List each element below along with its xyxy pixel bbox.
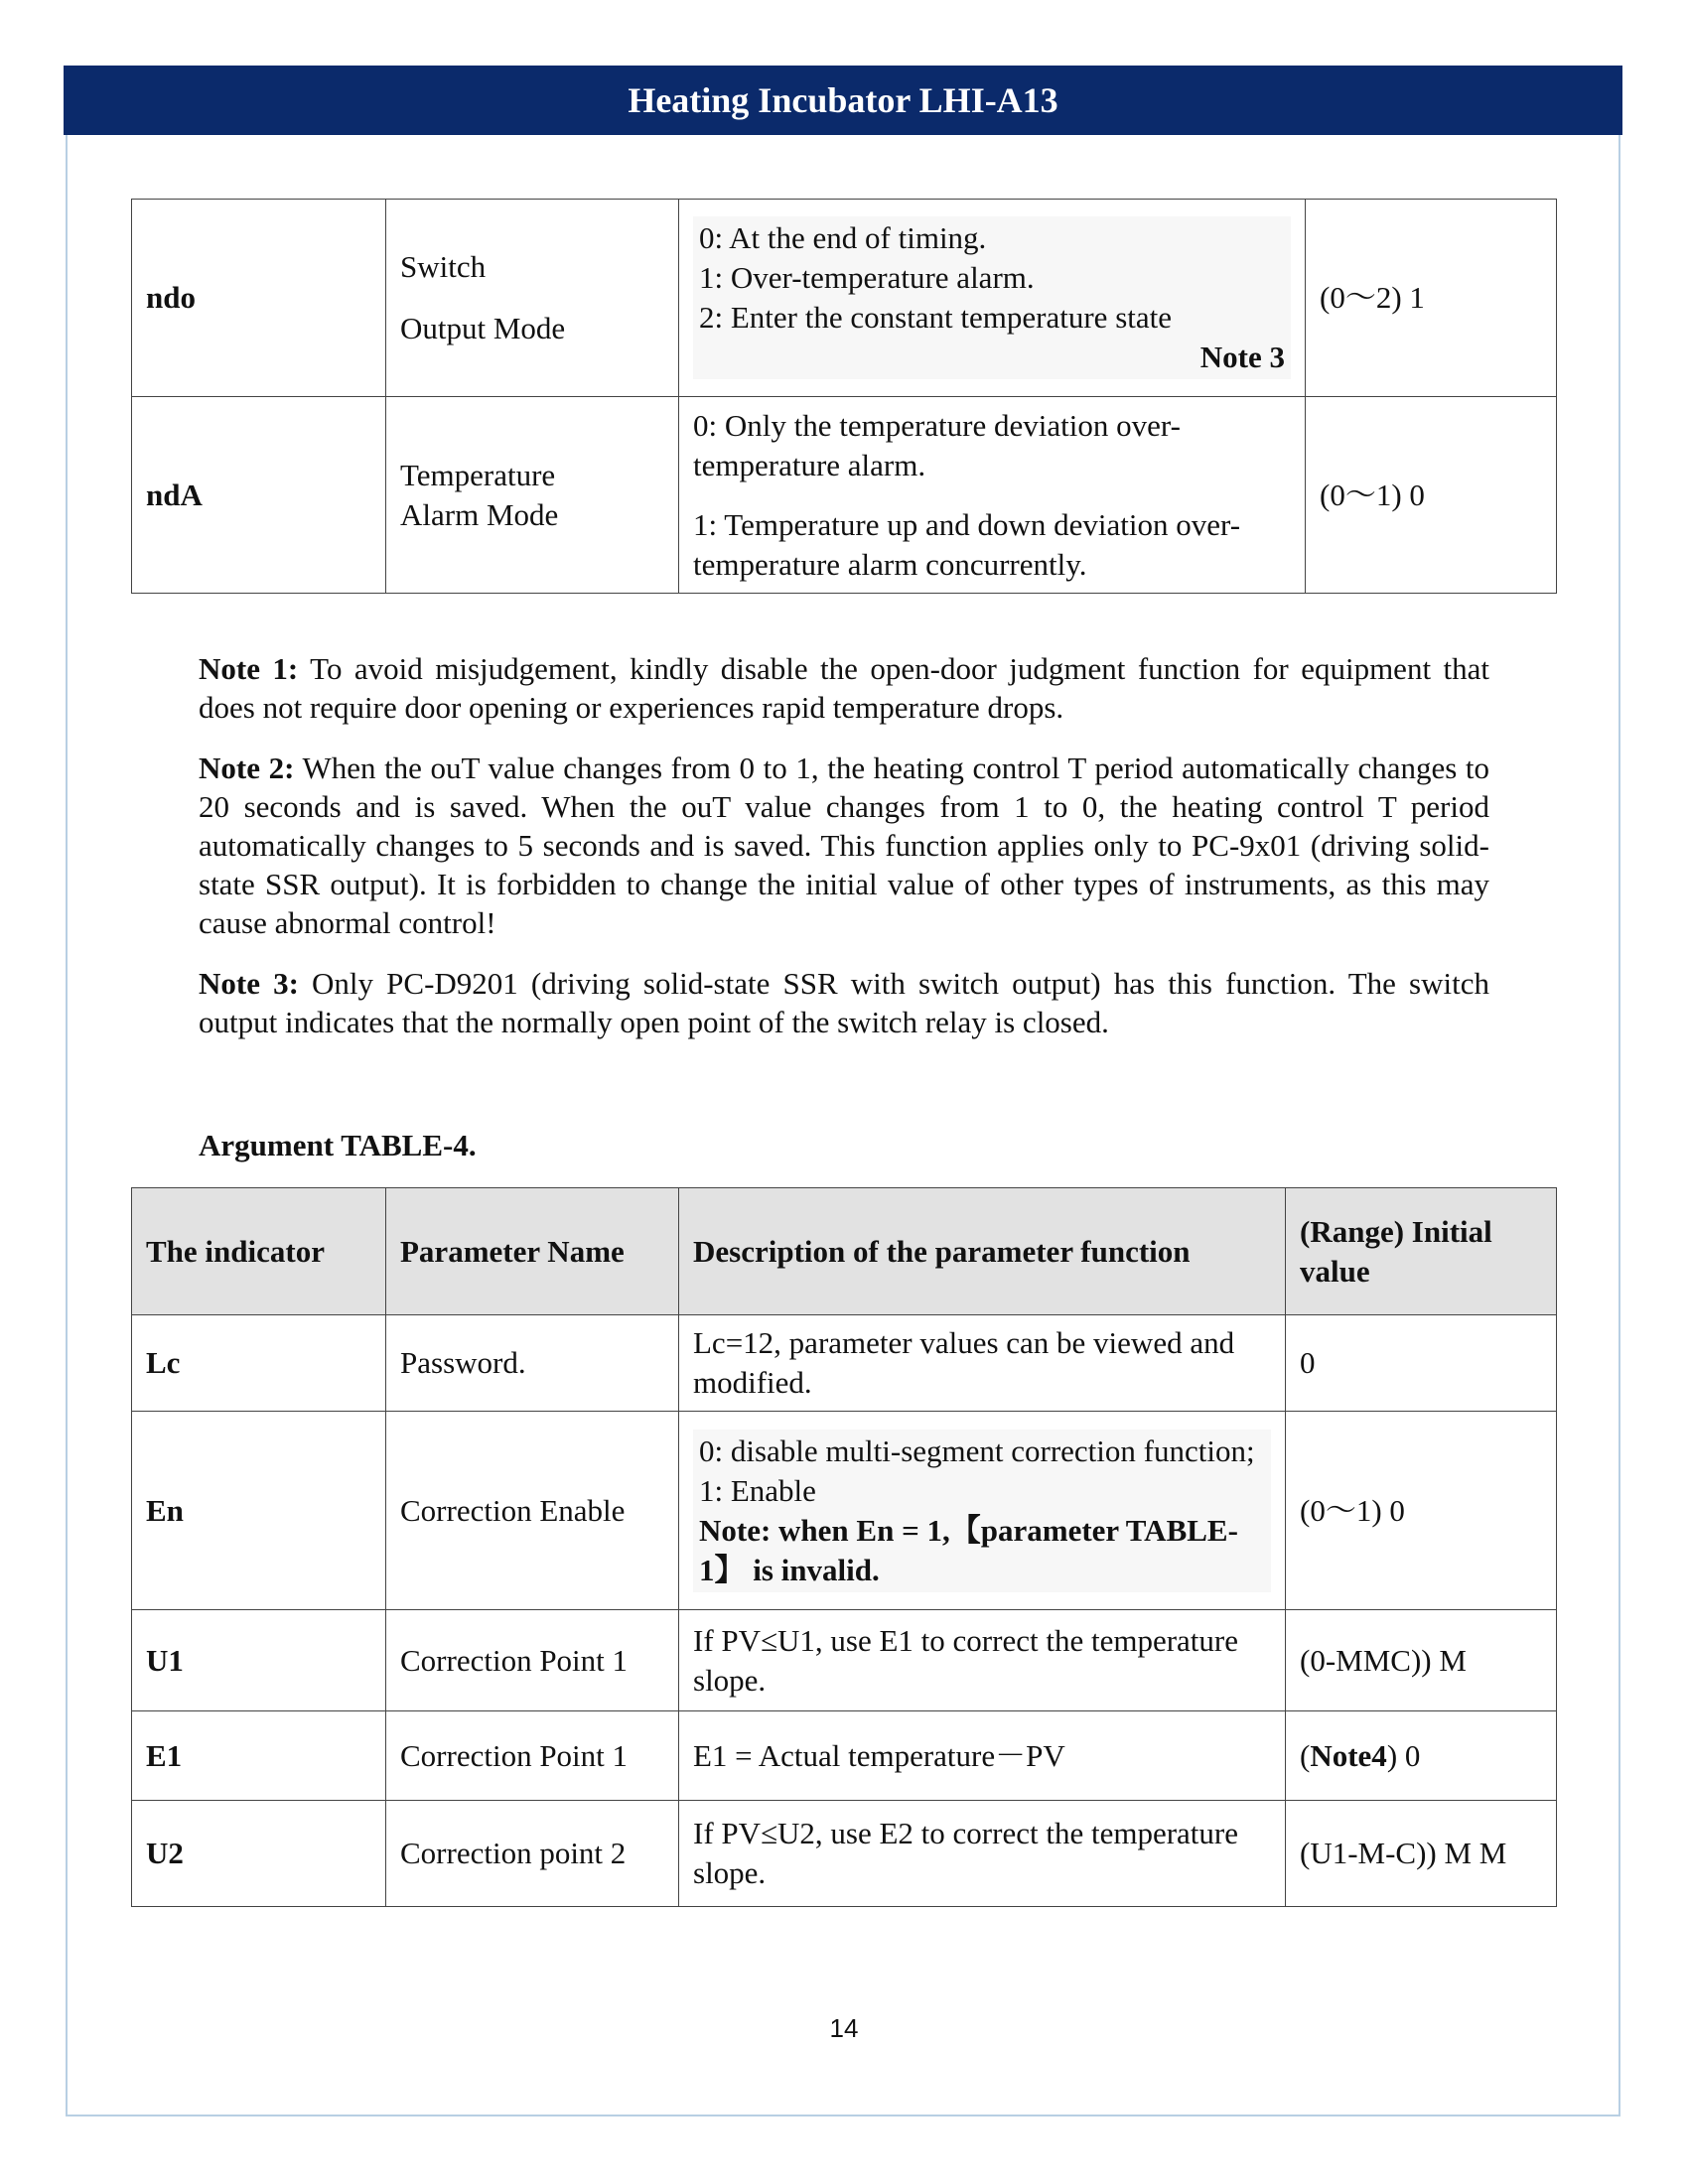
description-line: 0: At the end of timing. bbox=[699, 220, 987, 255]
parameter-name-cell: Correction point 2 bbox=[386, 1801, 679, 1907]
indicator-cell: E1 bbox=[132, 1711, 386, 1801]
range-cell: (U1-M-C)) M M bbox=[1286, 1801, 1557, 1907]
range-cell: (0～1) 0 bbox=[1286, 1412, 1557, 1610]
parameter-name-cell bbox=[386, 200, 679, 397]
document-title: Heating Incubator LHI-A13 bbox=[628, 80, 1058, 120]
column-header: Description of the parameter function bbox=[679, 1188, 1286, 1315]
description-cell: E1 = Actual temperature－PV bbox=[679, 1711, 1286, 1801]
description-cell: If PV≤U1, use E1 to correct the temperature slope. bbox=[679, 1610, 1286, 1711]
note-label: Note 1: bbox=[199, 651, 299, 686]
range-note-ref: Note4 bbox=[1310, 1737, 1387, 1773]
column-header: The indicator bbox=[132, 1188, 386, 1315]
description-note: Note: when En = 1,【parameter TABLE-1】 is invalid. bbox=[699, 1512, 1238, 1587]
indicator-cell: ndA bbox=[132, 397, 386, 594]
description-cell bbox=[679, 200, 1306, 397]
parameter-name-cell: Correction Point 1 bbox=[386, 1610, 679, 1711]
description-note-ref: Note 3 bbox=[1199, 340, 1285, 374]
parameter-name-cell: Correction Enable bbox=[386, 1412, 679, 1610]
table-row bbox=[132, 1610, 1557, 1711]
table-row bbox=[132, 1801, 1557, 1907]
range-cell: 0 bbox=[1286, 1315, 1557, 1412]
indicator-cell: U1 bbox=[132, 1610, 386, 1711]
parameter-name-line: Output Mode bbox=[400, 311, 566, 345]
indicator-cell: En bbox=[132, 1412, 386, 1610]
description-line: 2: Enter the constant temperature state bbox=[699, 300, 1173, 335]
note-paragraph bbox=[199, 964, 1489, 1041]
indicator-cell: U2 bbox=[132, 1801, 386, 1907]
note-text: Only PC-D9201 (driving solid-state SSR with switch output) has this function. The switch output indicates that the normally open point of the switch relay is closed. bbox=[199, 966, 1489, 1039]
table-row bbox=[132, 1315, 1557, 1412]
range-cell: (0-MMC)) M bbox=[1286, 1610, 1557, 1711]
page-number: 14 bbox=[829, 2013, 859, 2043]
description-box bbox=[693, 1430, 1271, 1592]
indicator-cell: Lc bbox=[132, 1315, 386, 1412]
table-row bbox=[132, 397, 1557, 594]
description-line: 1: Over-temperature alarm. bbox=[699, 260, 1035, 295]
argument-table-4 bbox=[131, 1187, 1557, 1907]
parameter-name-line: Temperature bbox=[400, 457, 556, 492]
description-line: 0: Only the temperature deviation over-temperature alarm. bbox=[693, 407, 1181, 482]
range-cell: (0～1) 0 bbox=[1306, 397, 1557, 594]
note-text: To avoid misjudgement, kindly disable the open-door judgment function for equipment that does not require door opening or experiences rapid temperature drops. bbox=[199, 651, 1490, 725]
note-label: Note 2: bbox=[199, 751, 295, 785]
column-header: (Range) Initial value bbox=[1286, 1188, 1557, 1315]
parameter-name-line: Alarm Mode bbox=[400, 496, 559, 532]
description-cell bbox=[679, 1412, 1286, 1610]
page-header bbox=[64, 66, 1622, 135]
parameter-name-line: Switch bbox=[400, 249, 487, 284]
table-row bbox=[132, 1412, 1557, 1610]
column-header: Parameter Name bbox=[386, 1188, 679, 1315]
table-row bbox=[132, 200, 1557, 397]
indicator-cell: ndo bbox=[132, 200, 386, 397]
note-paragraph bbox=[199, 749, 1489, 942]
table-header-row bbox=[132, 1188, 1557, 1315]
description-box bbox=[693, 216, 1291, 379]
range-close: ) 0 bbox=[1386, 1737, 1421, 1773]
notes-section bbox=[199, 649, 1489, 1063]
description-cell: Lc=12, parameter values can be viewed and modified. bbox=[679, 1315, 1286, 1412]
range-cell bbox=[1286, 1711, 1557, 1801]
description-line: 1: Temperature up and down deviation over-temperature alarm concurrently. bbox=[693, 506, 1241, 582]
description-cell: If PV≤U2, use E2 to correct the temperature slope. bbox=[679, 1801, 1286, 1907]
parameter-name-cell: Correction Point 1 bbox=[386, 1711, 679, 1801]
description-cell bbox=[679, 397, 1306, 594]
parameter-table-continued bbox=[131, 199, 1557, 594]
parameter-name-cell: Password. bbox=[386, 1315, 679, 1412]
table-row bbox=[132, 1711, 1557, 1801]
table-caption: Argument TABLE-4. bbox=[199, 1128, 477, 1162]
description-text: 0: disable multi-segment correction function; 1: Enable bbox=[699, 1433, 1255, 1508]
note-label: Note 3: bbox=[199, 966, 299, 1001]
parameter-name-cell bbox=[386, 397, 679, 594]
note-text: When the ouT value changes from 0 to 1, the heating control T period automatically changes to 20 seconds and is saved. When the ouT value changes from 1 to 0, the heating control T period automatically changes to 5 seconds and is saved. This function applies only to PC-9x01 (driving solid-state SSR output). It is forbidden to change the initial value of other types of instruments, as this may cause abnormal control! bbox=[199, 751, 1490, 940]
range-open: ( bbox=[1300, 1737, 1311, 1773]
range-cell: (0～2) 1 bbox=[1306, 200, 1557, 397]
note-paragraph bbox=[199, 649, 1489, 727]
